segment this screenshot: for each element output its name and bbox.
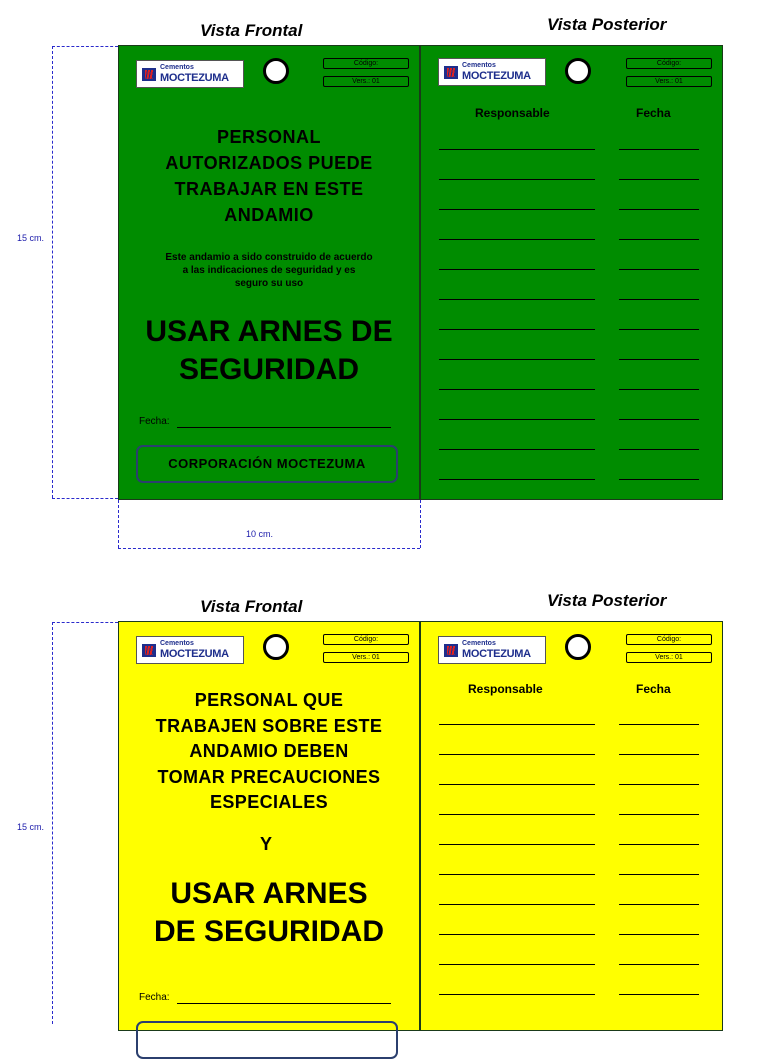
sheet2-front-title: Vista Frontal [200, 597, 303, 616]
date-signature-line [619, 359, 699, 360]
date-signature-line [619, 994, 699, 995]
moctezuma-logo-icon [444, 66, 458, 79]
date-signature-line [619, 904, 699, 905]
responsible-column-header: Responsable [468, 682, 543, 696]
responsible-signature-line [439, 874, 595, 875]
date-signature-line [619, 874, 699, 875]
heading-line: ANDAMIO [224, 205, 314, 225]
responsible-signature-line [439, 844, 595, 845]
date-line [177, 427, 391, 428]
code-field: Código: [323, 634, 409, 645]
dimension-line-bottom [52, 498, 118, 499]
date-line [177, 1003, 391, 1004]
heading-line: TOMAR PRECAUCIONES [157, 766, 381, 787]
height-dimension-label: 15 cm. [17, 233, 45, 243]
date-column-header: Fecha [636, 106, 671, 120]
dimension-line-vertical [52, 46, 53, 498]
warning-line: DE SEGURIDAD [153, 915, 385, 948]
heading [119, 124, 419, 228]
date-column-header: Fecha [636, 682, 671, 696]
green-front-panel [118, 45, 420, 500]
logo-brand-top: Cementos [160, 640, 194, 647]
date-signature-line [619, 299, 699, 300]
date-signature-line [619, 814, 699, 815]
yellow-back-panel [420, 621, 723, 1031]
width-dimension-label: 10 cm. [246, 529, 274, 539]
date-signature-line [619, 844, 699, 845]
logo-brand-top: Cementos [160, 64, 194, 71]
logo-brand-bottom: MOCTEZUMA [462, 70, 531, 82]
responsible-column-header: Responsable [475, 106, 550, 120]
logo-brand-bottom: MOCTEZUMA [160, 72, 229, 84]
date-signature-line [619, 934, 699, 935]
responsible-signature-line [439, 449, 595, 450]
height-dimension-label: 15 cm. [17, 822, 45, 832]
warning-line: USAR ARNES [170, 877, 368, 910]
heading-line: PERSONAL QUE [194, 690, 344, 710]
dimension-line-top [52, 622, 118, 623]
hang-hole-icon [263, 634, 289, 660]
heading-line: ESPECIALES [209, 792, 329, 812]
construction-note [119, 251, 419, 290]
responsible-signature-line [439, 239, 595, 240]
yellow-front-panel [118, 621, 420, 1031]
responsible-signature-line [439, 724, 595, 725]
moctezuma-logo [438, 636, 546, 664]
date-signature-line [619, 389, 699, 390]
logo-brand-top: Cementos [462, 62, 496, 69]
date-signature-line [619, 269, 699, 270]
date-signature-line [619, 149, 699, 150]
code-field: Código: [323, 58, 409, 69]
responsible-signature-line [439, 209, 595, 210]
responsible-signature-line [439, 994, 595, 995]
responsible-signature-line [439, 269, 595, 270]
hang-hole-icon [263, 58, 289, 84]
responsible-signature-line [439, 299, 595, 300]
harness-warning [119, 313, 419, 389]
date-signature-line [619, 724, 699, 725]
corporation-box [136, 1021, 398, 1059]
moctezuma-logo-icon [142, 644, 156, 657]
heading-line: PERSONAL [216, 127, 321, 147]
version-field: Vers.: 01 [626, 76, 712, 87]
date-signature-line [619, 329, 699, 330]
responsible-signature-line [439, 964, 595, 965]
version-field: Vers.: 01 [323, 652, 409, 663]
moctezuma-logo [438, 58, 546, 86]
heading-line: ANDAMIO DEBEN [189, 741, 349, 761]
logo-brand-top: Cementos [462, 640, 496, 647]
sheet1-front-title: Vista Frontal [200, 21, 303, 40]
code-field: Código: [626, 58, 712, 69]
responsible-signature-line [439, 754, 595, 755]
code-field: Código: [626, 634, 712, 645]
moctezuma-logo [136, 636, 244, 664]
width-dim-left [118, 500, 119, 548]
date-signature-line [619, 964, 699, 965]
dimension-line-vertical [52, 622, 53, 1024]
date-signature-line [619, 239, 699, 240]
width-dim-right [420, 500, 421, 548]
responsible-signature-line [439, 904, 595, 905]
date-label: Fecha: [139, 416, 170, 427]
responsible-signature-line [439, 389, 595, 390]
hang-hole-icon [565, 58, 591, 84]
responsible-signature-line [439, 934, 595, 935]
version-field: Vers.: 01 [323, 76, 409, 87]
hang-hole-icon [565, 634, 591, 660]
moctezuma-logo-icon [142, 68, 156, 81]
harness-warning [119, 875, 419, 951]
date-label: Fecha: [139, 992, 170, 1003]
green-back-panel [420, 45, 723, 500]
heading-line: TRABAJAR EN ESTE [174, 179, 364, 199]
warning-line: USAR ARNES DE [145, 315, 393, 348]
note-line: a las indicaciones de seguridad y es [182, 265, 356, 276]
date-signature-line [619, 449, 699, 450]
responsible-signature-line [439, 359, 595, 360]
sheet1-back-title: Vista Posterior [547, 15, 667, 34]
date-signature-line [619, 179, 699, 180]
version-field: Vers.: 01 [626, 652, 712, 663]
responsible-signature-line [439, 784, 595, 785]
responsible-signature-line [439, 149, 595, 150]
width-dim-line [118, 548, 420, 549]
date-signature-line [619, 209, 699, 210]
responsible-signature-line [439, 479, 595, 480]
note-line: Este andamio a sido construido de acuerdo [165, 252, 373, 263]
date-signature-line [619, 784, 699, 785]
note-line: seguro su uso [234, 278, 304, 289]
dimension-line-top [52, 46, 118, 47]
responsible-signature-line [439, 814, 595, 815]
date-signature-line [619, 419, 699, 420]
date-signature-line [619, 754, 699, 755]
responsible-signature-line [439, 419, 595, 420]
conjunction: Y [259, 834, 272, 854]
responsible-signature-line [439, 179, 595, 180]
logo-brand-bottom: MOCTEZUMA [160, 648, 229, 660]
sheet2-back-title: Vista Posterior [547, 591, 667, 610]
corporation-box: CORPORACIÓN MOCTEZUMA [136, 445, 398, 483]
heading [119, 688, 419, 816]
responsible-signature-line [439, 329, 595, 330]
warning-line: SEGURIDAD [178, 353, 359, 386]
logo-brand-bottom: MOCTEZUMA [462, 648, 531, 660]
date-signature-line [619, 479, 699, 480]
moctezuma-logo [136, 60, 244, 88]
heading-line: AUTORIZADOS PUEDE [165, 153, 373, 173]
moctezuma-logo-icon [444, 644, 458, 657]
heading-line: TRABAJEN SOBRE ESTE [155, 715, 383, 736]
